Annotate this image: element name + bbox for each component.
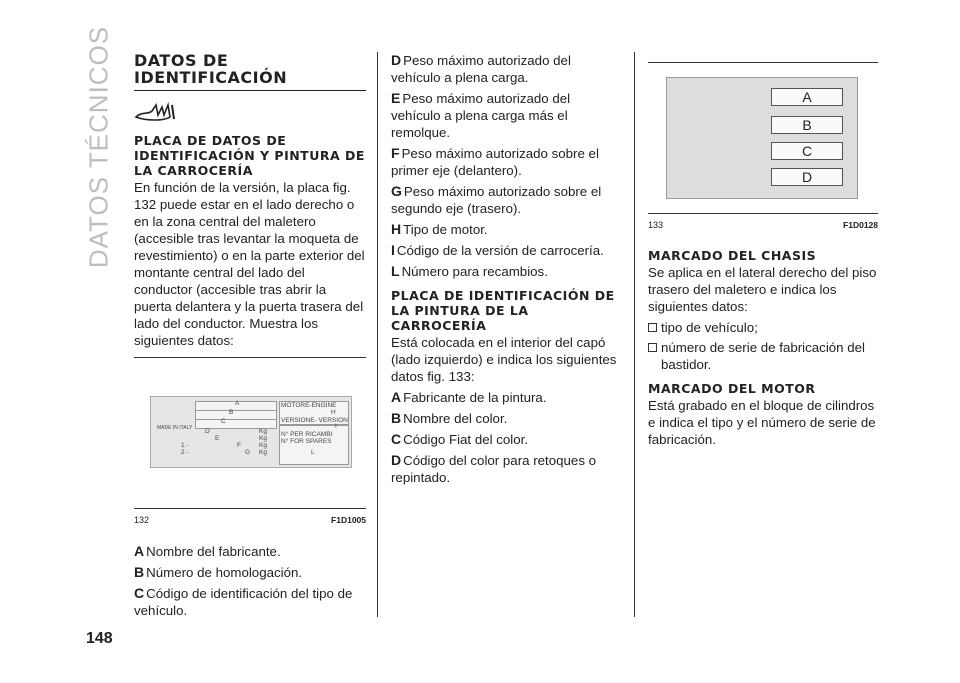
column-1 xyxy=(134,52,366,623)
column-3 xyxy=(648,52,878,452)
list-item: C Código de identificación del tipo de vehículo. xyxy=(134,585,353,618)
column-divider xyxy=(634,52,635,617)
body-text: Se aplica en el lateral derecho del piso trasero del maletero e indica los siguientes datos: xyxy=(648,265,877,314)
section-tab xyxy=(83,25,114,269)
title-rule xyxy=(134,90,366,91)
section-heading: PLACA DE DATOS DE IDENTIFICACIÓN Y PINTURA DE LA CARROCERÍA xyxy=(134,133,365,178)
figure-caption xyxy=(648,217,878,234)
section-title: DATOS TÉCNICOS xyxy=(83,25,114,269)
id-plate: MADE IN ITALY A B C D E F G 1 - 2 - Kg Kg Kg Kg MOTORE-ENGINE H VERSIONE- VERSION I N° PER RICAMBI N° FOR SPARES L xyxy=(150,396,352,468)
column-divider xyxy=(377,52,378,617)
list-item: D Peso máximo autorizado del vehículo a plena carga. xyxy=(391,52,571,85)
list-item: H Tipo de motor. xyxy=(391,221,488,237)
paint-plate xyxy=(666,77,858,199)
section-heading: MARCADO DEL CHASIS xyxy=(648,248,817,263)
bullet-item: número de serie de fabricación del bastidor. xyxy=(648,339,878,373)
checkbox-icon xyxy=(648,323,657,332)
page-title: DATOS DE IDENTIFICACIÓN xyxy=(134,51,288,87)
column-2 xyxy=(391,52,623,490)
plate-label: A xyxy=(771,88,843,106)
figure-code: F1D0128 xyxy=(843,220,878,230)
plate-label: B xyxy=(771,116,843,134)
figure-code: F1D1005 xyxy=(331,515,366,525)
body-text: Está grabado en el bloque de cilindros e indica el tipo y el número de serie de fabricación. xyxy=(648,398,876,447)
section-heading: PLACA DE IDENTIFICACIÓN DE LA PINTURA DE LA CARROCERÍA xyxy=(391,288,615,333)
figure-132 xyxy=(134,357,366,509)
list-item: F Peso máximo autorizado sobre el primer eje (delantero). xyxy=(391,145,599,178)
page-number: 148 xyxy=(86,630,113,647)
checkbox-icon xyxy=(648,343,657,352)
figure-number: 132 xyxy=(134,515,150,525)
intro-text: Está colocada en el interior del capó (lado izquierdo) e indica los siguientes datos fig. 133: xyxy=(391,335,617,384)
figure-133 xyxy=(648,62,878,214)
intro-text: En función de la versión, la placa fig. 132 puede estar en el lado derecho o en la zona central del maletero (accesible tras levantar la moqueta de revestimiento) o en la parte exterior del montante central del lado del conductor (accesible tras abrir la puerta delantera y la puerta trasera del lado del conductor. Muestra los siguientes datos: xyxy=(134,180,365,348)
list-item: E Peso máximo autorizado del vehículo a plena carga más el remolque. xyxy=(391,90,571,140)
list-item: G Peso máximo autorizado sobre el segundo eje (trasero). xyxy=(391,183,602,216)
list-item: B Nombre del color. xyxy=(391,410,508,426)
section-heading: MARCADO DEL MOTOR xyxy=(648,381,816,396)
bullet-item: tipo de vehículo; xyxy=(648,319,878,336)
list-item: D Código del color para retoques o repintado. xyxy=(391,452,597,485)
list-item: B Número de homologación. xyxy=(134,564,303,580)
list-item: I Código de la versión de carrocería. xyxy=(391,242,604,258)
wrench-hand-icon xyxy=(134,101,184,123)
list-item: C Código Fiat del color. xyxy=(391,431,529,447)
figure-number: 133 xyxy=(648,220,664,230)
list-item: L Número para recambios. xyxy=(391,263,548,279)
list-item: A Nombre del fabricante. xyxy=(134,543,281,559)
plate-label: C xyxy=(771,142,843,160)
figure-caption xyxy=(134,512,366,529)
list-item: A Fabricante de la pintura. xyxy=(391,389,547,405)
plate-label: D xyxy=(771,168,843,186)
